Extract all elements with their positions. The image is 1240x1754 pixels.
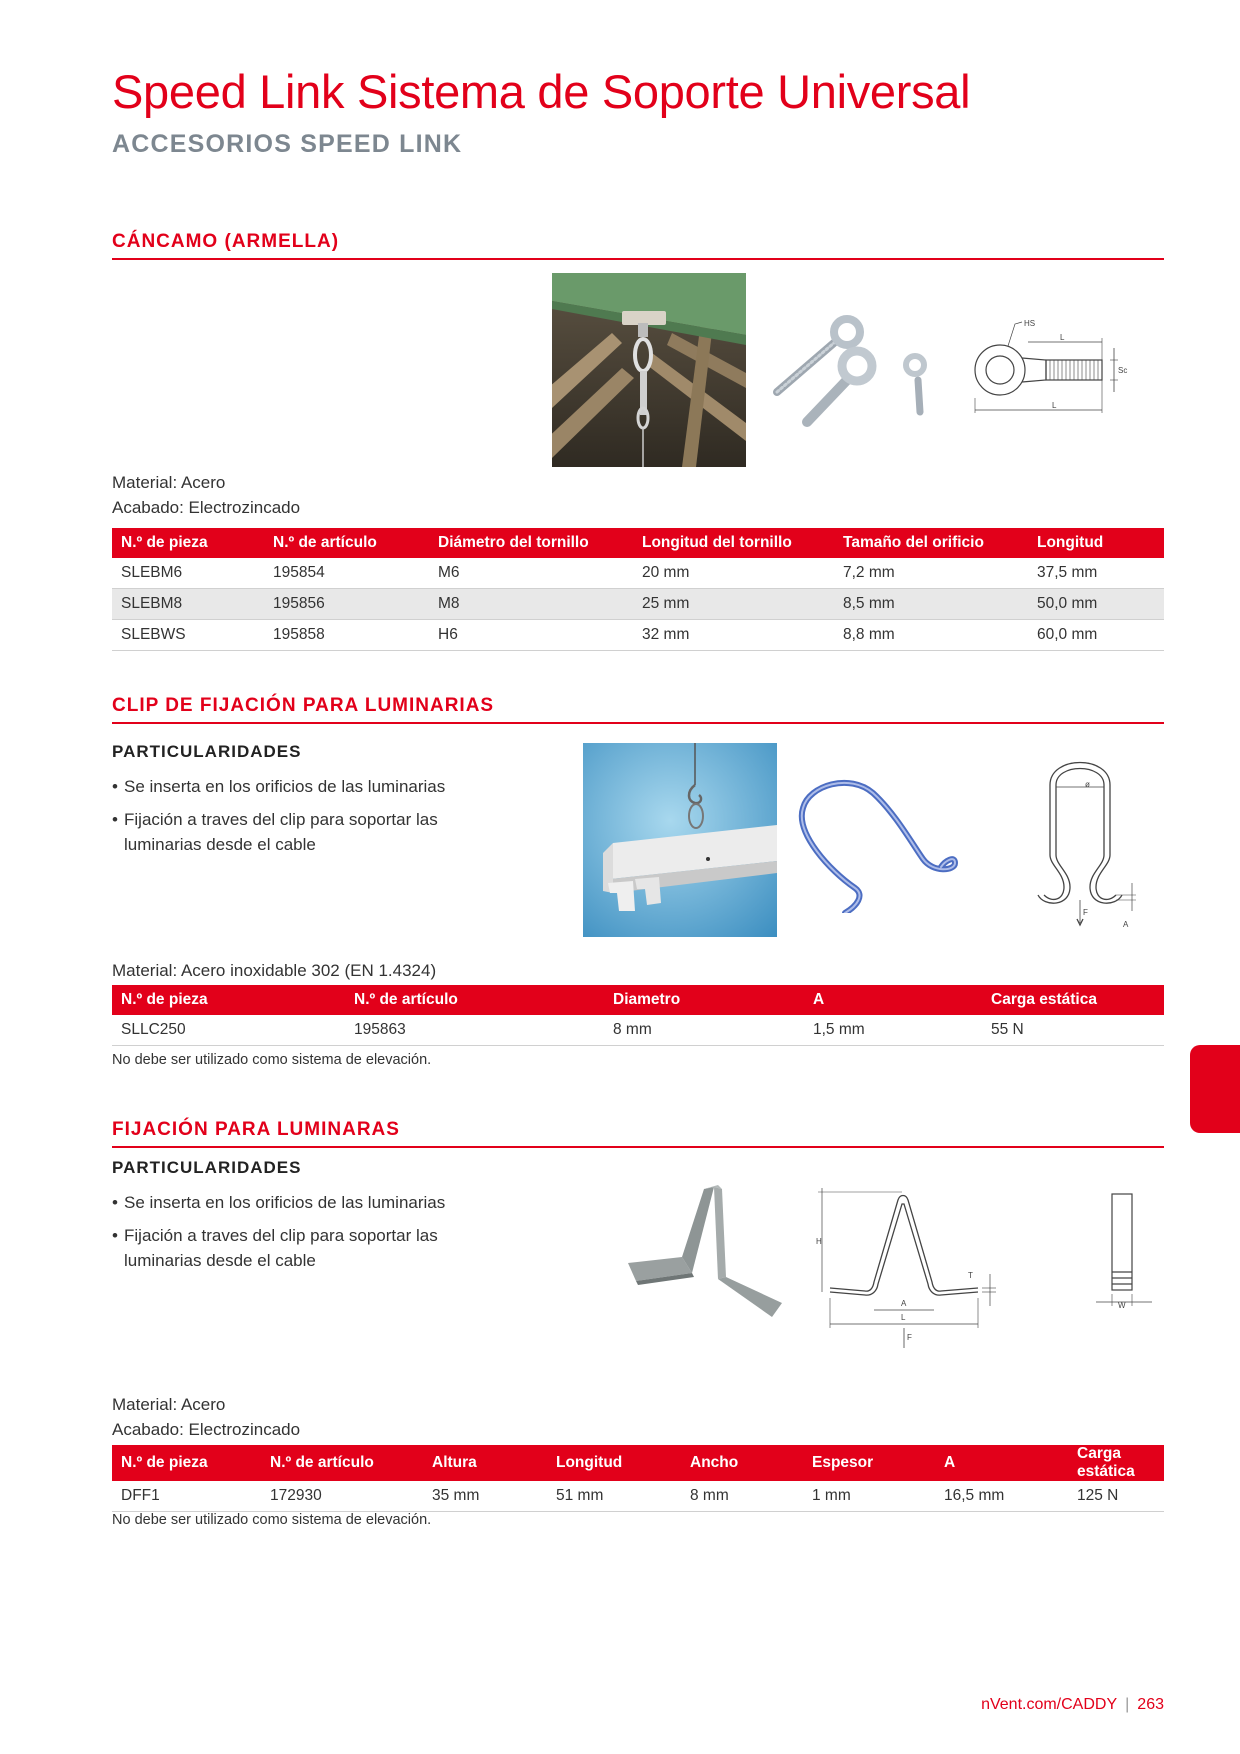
page-subtitle: ACCESORIOS SPEED LINK	[112, 130, 463, 158]
footer-separator: |	[1125, 1696, 1130, 1713]
table-cell: 8,8 mm	[834, 620, 1028, 651]
features-list-clip	[112, 774, 472, 865]
features-heading-fijacion: PARTICULARIDADES	[112, 1158, 302, 1177]
table-cell: DFF1	[112, 1481, 261, 1512]
table-cell: 20 mm	[633, 558, 834, 589]
table-cell: 25 mm	[633, 589, 834, 620]
diagram-label-f: F	[907, 1333, 912, 1342]
eye-bolts-product-photo	[755, 300, 935, 440]
fixing-clip-product-photo	[622, 1183, 792, 1323]
table-cell: 32 mm	[633, 620, 834, 651]
diagram-label-h: H	[816, 1237, 822, 1246]
table-cell: 51 mm	[547, 1481, 681, 1512]
table-cell: 195863	[345, 1015, 604, 1046]
footer	[981, 1696, 1164, 1714]
diagram-label-hs: HS	[1024, 319, 1036, 328]
spec-table-cancamo	[112, 528, 1164, 651]
diagram-label-w: W	[1118, 1301, 1126, 1310]
diagram-label-l-thread: L	[1060, 333, 1065, 342]
diagram-label-l: L	[901, 1313, 906, 1322]
col-header: Espesor	[803, 1445, 935, 1481]
col-header: Diámetro del tornillo	[429, 528, 633, 558]
page-title: Speed Link Sistema de Soporte Universal	[112, 65, 971, 118]
finish-fijacion: Acabado: Electrozincado	[112, 1420, 301, 1439]
table-cell: 195858	[264, 620, 429, 651]
diagram-label-l-total: L	[1052, 401, 1057, 410]
table-cell: 1 mm	[803, 1481, 935, 1512]
col-header: Diametro	[604, 985, 804, 1015]
material-fijacion: Material: Acero	[112, 1395, 226, 1414]
section-heading-cancamo: CÁNCAMO (ARMELLA)	[112, 231, 1164, 260]
fixing-clip-side-diagram	[1090, 1190, 1160, 1320]
diagram-label-a: A	[901, 1299, 907, 1308]
table-row	[112, 1481, 1164, 1512]
footer-link[interactable]: nVent.com/CADDY	[981, 1696, 1118, 1713]
table-cell: 37,5 mm	[1028, 558, 1164, 589]
table-cell: 1,5 mm	[804, 1015, 982, 1046]
table-cell: 125 N	[1068, 1481, 1164, 1512]
table-header-row	[112, 528, 1164, 558]
chapter-tab	[1190, 1045, 1240, 1133]
table-cell: M6	[429, 558, 633, 589]
spec-table-clip	[112, 985, 1164, 1046]
diagram-label-sc: Sc	[1118, 366, 1128, 375]
table-row	[112, 589, 1164, 620]
table-cell: M8	[429, 589, 633, 620]
col-header: Carga estática	[1068, 1445, 1164, 1481]
table-cell: 55 N	[982, 1015, 1164, 1046]
diagram-label-t: T	[968, 1271, 973, 1280]
list-item: • Se inserta en los orificios de las luminarias	[112, 774, 472, 799]
col-header: Ancho	[681, 1445, 803, 1481]
col-header: A	[935, 1445, 1068, 1481]
table-cell: 8,5 mm	[834, 589, 1028, 620]
table-cell: SLLC250	[112, 1015, 345, 1046]
table-cell: 35 mm	[423, 1481, 547, 1512]
table-header-row	[112, 1445, 1164, 1481]
finish-cancamo: Acabado: Electrozincado	[112, 498, 301, 517]
material-cancamo: Material: Acero	[112, 473, 226, 492]
features-list-fijacion	[112, 1190, 482, 1281]
section-heading-clip: CLIP DE FIJACIÓN PARA LUMINARIAS	[112, 695, 1164, 724]
col-header: Altura	[423, 1445, 547, 1481]
clip-install-photo	[583, 743, 777, 937]
col-header: N.º de pieza	[112, 985, 345, 1015]
diagram-label-a: A	[1123, 920, 1129, 929]
col-header: N.º de artículo	[264, 528, 429, 558]
col-header: Carga estática	[982, 985, 1164, 1015]
page-number: 263	[1137, 1696, 1164, 1713]
table-cell: 16,5 mm	[935, 1481, 1068, 1512]
spec-table-fijacion	[112, 1445, 1164, 1512]
section-heading-fijacion: FIJACIÓN PARA LUMINARAS	[112, 1119, 1164, 1148]
table-cell: 195854	[264, 558, 429, 589]
features-heading-clip: PARTICULARIDADES	[112, 742, 302, 761]
table-header-row	[112, 985, 1164, 1015]
col-header: N.º de artículo	[345, 985, 604, 1015]
col-header: A	[804, 985, 982, 1015]
table-cell: 60,0 mm	[1028, 620, 1164, 651]
fixing-clip-dimension-diagram	[810, 1188, 1005, 1348]
col-header: Longitud	[1028, 528, 1164, 558]
clip-dimension-diagram	[1030, 745, 1160, 935]
note-clip: No debe ser utilizado como sistema de elevación.	[112, 1052, 432, 1068]
clip-product-photo	[785, 763, 965, 913]
eye-bolt-dimension-diagram	[960, 318, 1140, 418]
col-header: N.º de artículo	[261, 1445, 423, 1481]
table-cell: SLEBM6	[112, 558, 264, 589]
table-cell: 195856	[264, 589, 429, 620]
col-header: Longitud	[547, 1445, 681, 1481]
diagram-label-f: F	[1083, 908, 1088, 917]
table-cell: 8 mm	[604, 1015, 804, 1046]
eye-bolt-install-photo	[552, 273, 746, 467]
table-row	[112, 620, 1164, 651]
table-row	[112, 1015, 1164, 1046]
list-item: • Fijación a traves del clip para soportar las luminarias desde el cable	[112, 807, 472, 857]
col-header: Longitud del tornillo	[633, 528, 834, 558]
col-header: N.º de pieza	[112, 528, 264, 558]
table-cell: SLEBWS	[112, 620, 264, 651]
table-cell: 8 mm	[681, 1481, 803, 1512]
table-row	[112, 558, 1164, 589]
note-fijacion: No debe ser utilizado como sistema de elevación.	[112, 1512, 432, 1528]
material-clip: Material: Acero inoxidable 302 (EN 1.4324)	[112, 961, 437, 980]
col-header: N.º de pieza	[112, 1445, 261, 1481]
table-cell: 7,2 mm	[834, 558, 1028, 589]
table-cell: 172930	[261, 1481, 423, 1512]
col-header: Tamaño del orificio	[834, 528, 1028, 558]
table-cell: 50,0 mm	[1028, 589, 1164, 620]
diagram-label-diameter: ø	[1085, 780, 1090, 789]
table-cell: SLEBM8	[112, 589, 264, 620]
list-item: • Fijación a traves del clip para soportar las luminarias desde el cable	[112, 1223, 482, 1273]
table-cell: H6	[429, 620, 633, 651]
list-item: • Se inserta en los orificios de las luminarias	[112, 1190, 482, 1215]
